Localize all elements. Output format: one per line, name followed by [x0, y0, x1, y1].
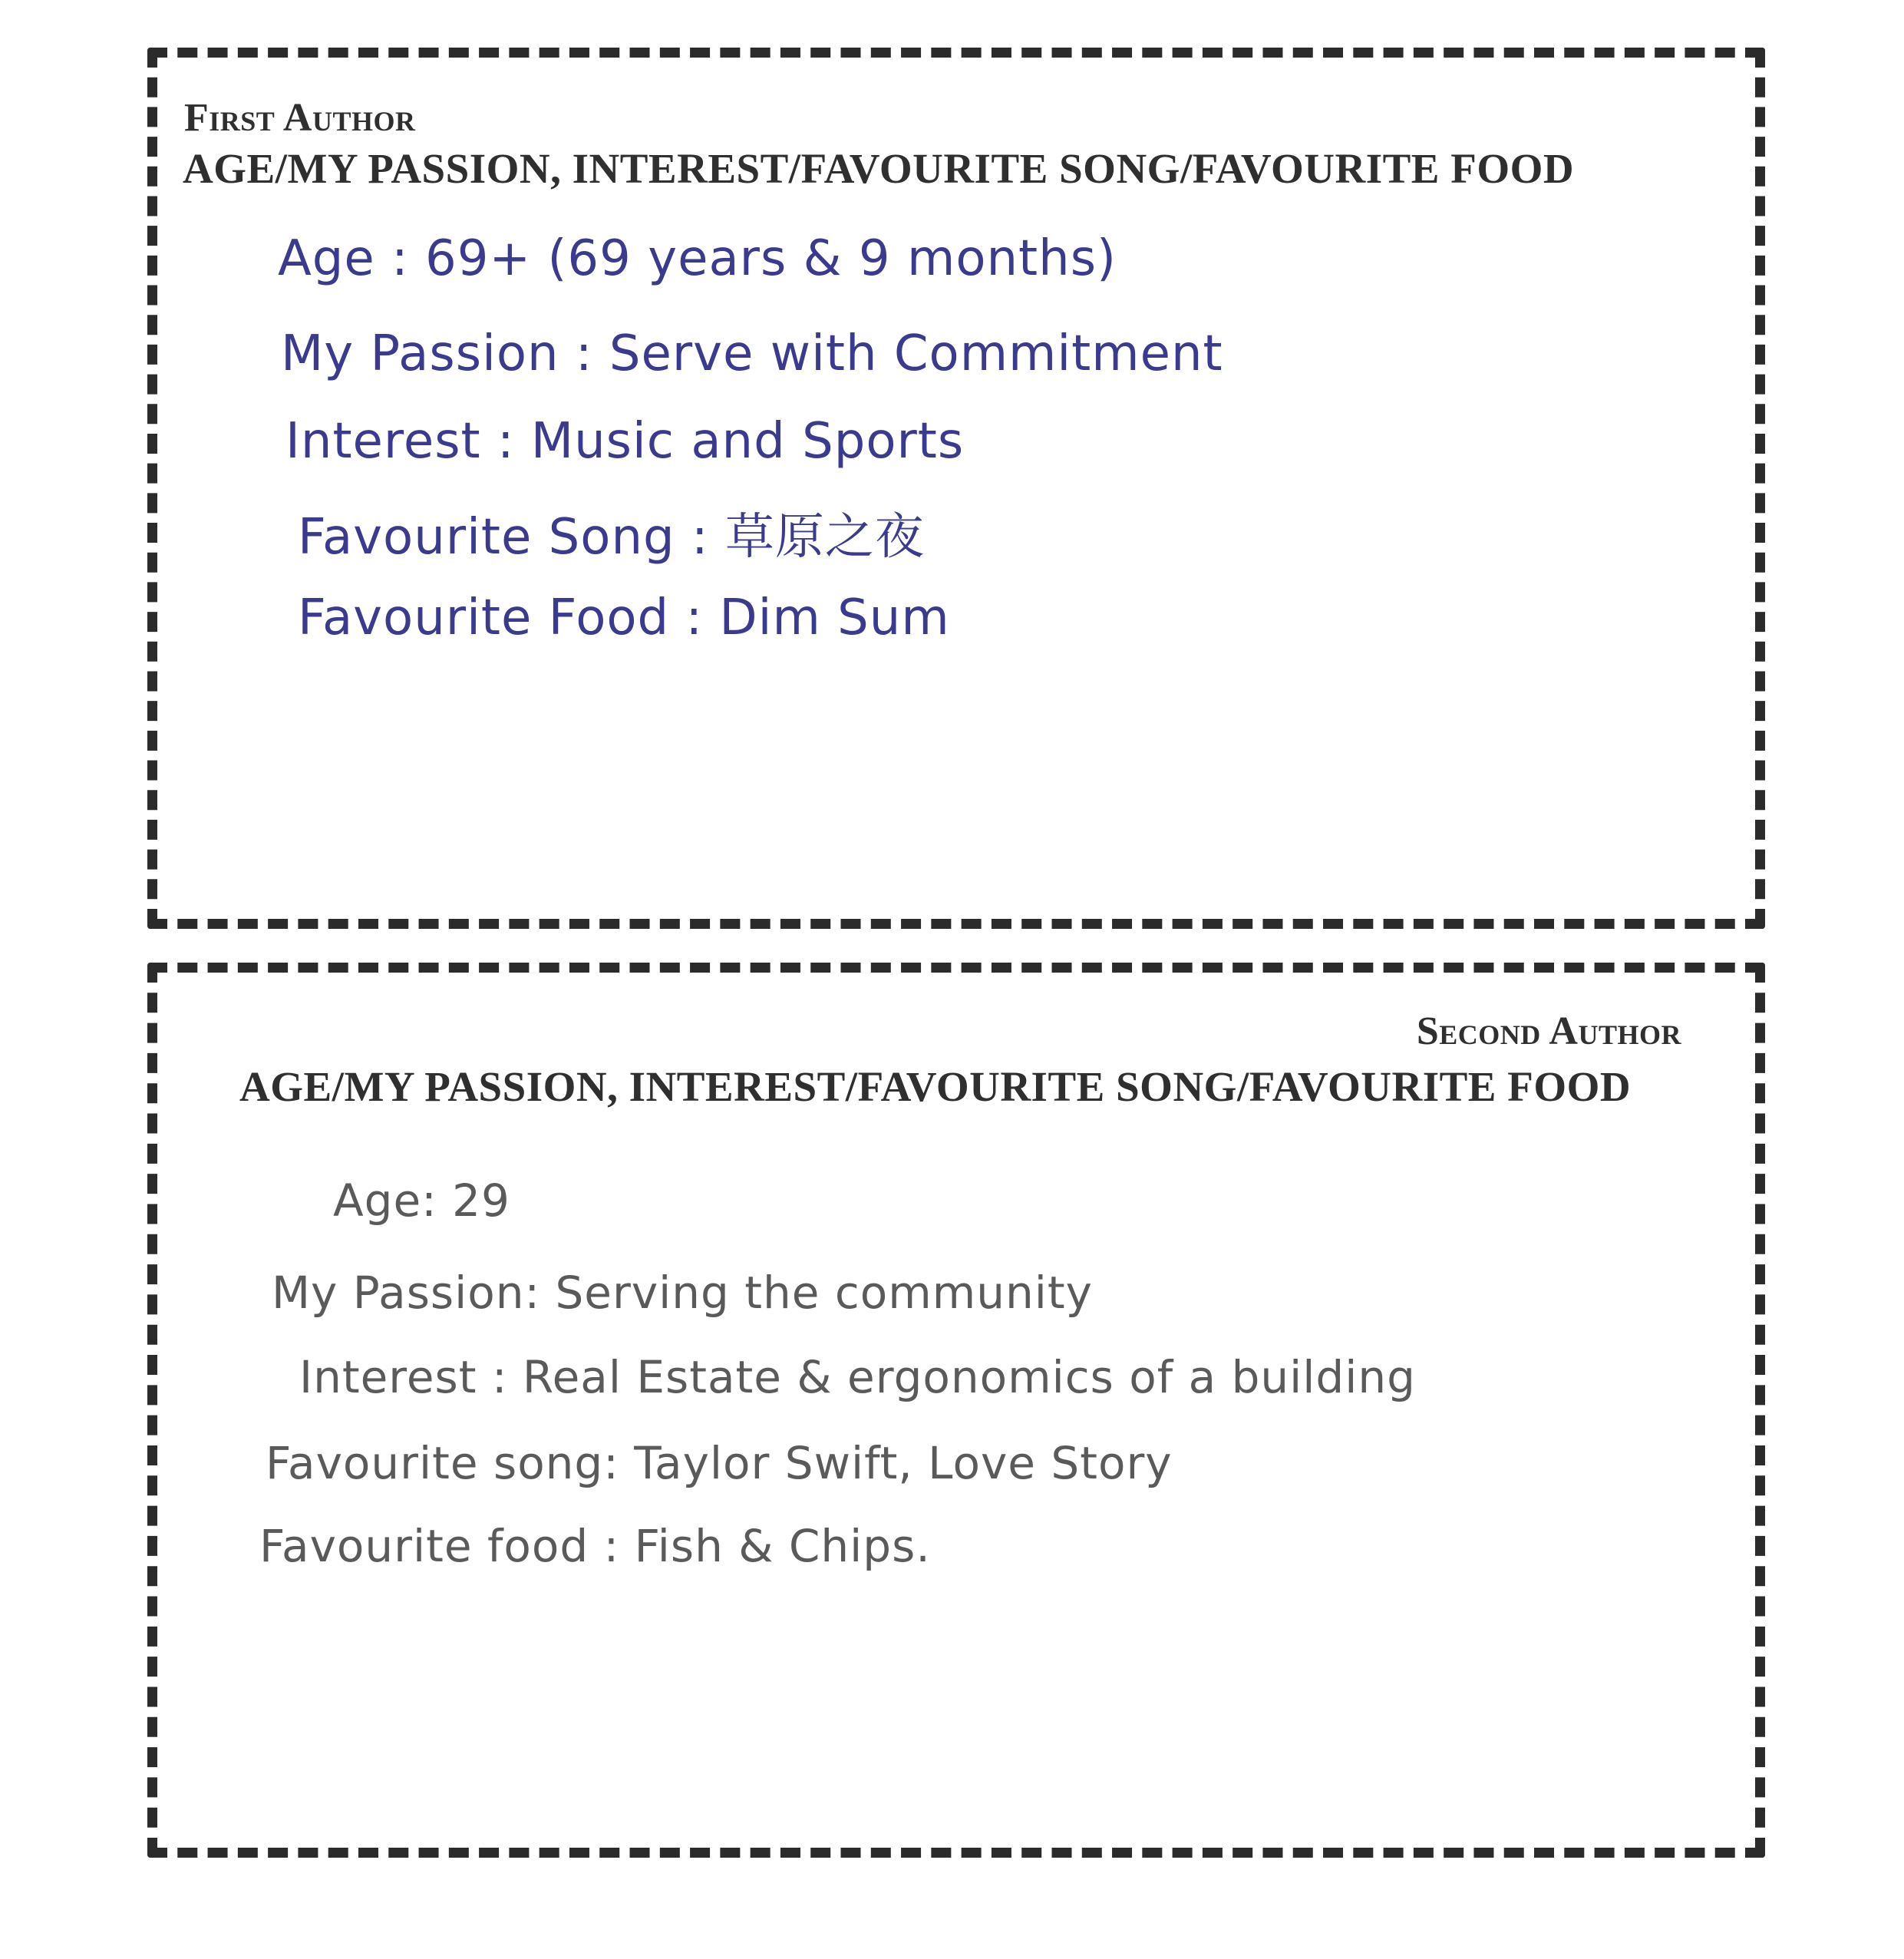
second-author-food: Favourite food : Fish & Chips. — [259, 1520, 931, 1572]
second-author-age: Age: 29 — [333, 1174, 510, 1227]
first-author-age: Age : 69+ (69 years & 9 months) — [278, 230, 1117, 287]
first-author-song: Favourite Song : 草原之夜 — [298, 509, 925, 566]
second-author-song: Favourite song: Taylor Swift, Love Story — [266, 1437, 1173, 1489]
first-author-interest: Interest : Music and Sports — [285, 413, 965, 470]
second-author-label: Second Author — [1416, 1009, 1681, 1053]
first-author-passion: My Passion : Serve with Commitment — [281, 325, 1223, 382]
second-author-fields-heading: AGE/MY PASSION, INTEREST/FAVOURITE SONG/FAVOURITE FOOD — [239, 1063, 1632, 1110]
first-author-label: First Author — [184, 96, 416, 140]
second-author-interest: Interest : Real Estate & ergonomics of a building — [299, 1351, 1416, 1403]
second-author-passion: My Passion: Serving the community — [272, 1267, 1093, 1319]
first-author-food: Favourite Food : Dim Sum — [298, 590, 950, 646]
first-author-fields-heading: AGE/MY PASSION, INTEREST/FAVOURITE SONG/FAVOURITE FOOD — [183, 145, 1575, 192]
